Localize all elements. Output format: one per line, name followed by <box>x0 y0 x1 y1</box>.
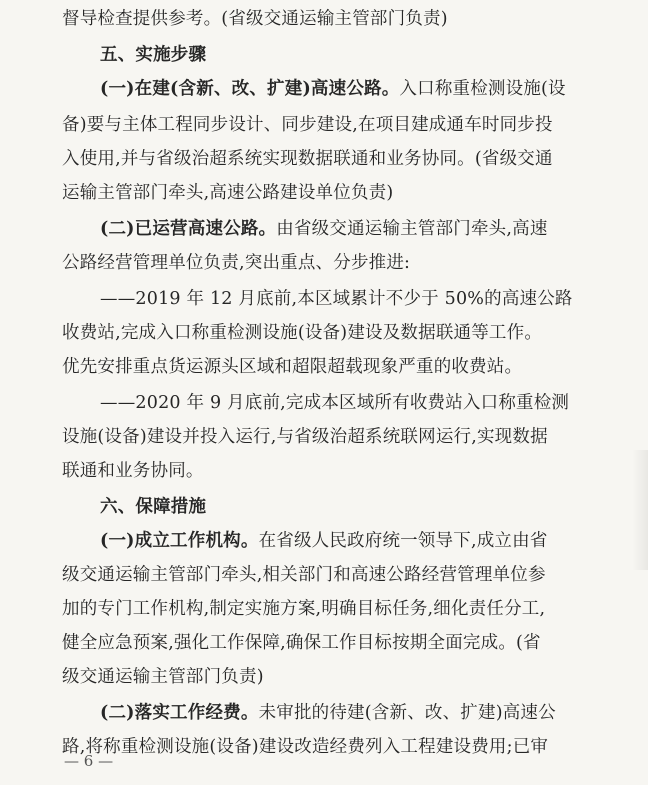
paragraph-line: ——2019 年 12 月底前,本区域累计不少于 50%的高速公路 <box>100 289 573 309</box>
subsection-heading: (一)在建(含新、改、扩建)高速公路。 <box>100 79 400 99</box>
paragraph-line: 设施(设备)建设并投入运行,与省级治超系统联网运行,实现数据 <box>62 427 548 447</box>
section-heading: 六、保障措施 <box>100 497 207 517</box>
subsection-heading: (二)已运营高速公路。 <box>100 219 277 239</box>
paragraph-line: ——2020 年 9 月底前,完成本区域所有收费站入口称重检测 <box>100 393 570 413</box>
paragraph-line: 级交通运输主管部门负责) <box>62 667 264 687</box>
paragraph-line: 健全应急预案,强化工作保障,确保工作目标按期全面完成。(省 <box>62 633 541 653</box>
paragraph-text: 在省级人民政府统一领导下,成立由省 <box>258 531 548 551</box>
paragraph-line: 级交通运输主管部门牵头,相关部门和高速公路经营管理单位参 <box>62 565 546 585</box>
paragraph-text: 由省级交通运输主管部门牵头,高速 <box>276 219 548 239</box>
paragraph-line <box>100 78 566 100</box>
paragraph-line <box>100 530 548 552</box>
paragraph-line: 备)要与主体工程同步设计、同步建设,在项目建成通车时同步投 <box>62 115 553 135</box>
paragraph-line: 收费站,完成入口称重检测设施(设备)建设及数据联通等工作。 <box>62 323 543 343</box>
paragraph-line: 运输主管部门牵头,高速公路建设单位负责) <box>62 183 394 203</box>
paragraph-line: 优先安排重点货运源头区域和超限超载现象严重的收费站。 <box>62 357 523 377</box>
paragraph-text: 未审批的待建(含新、改、扩建)高速公 <box>258 703 556 723</box>
paragraph-line: 联通和业务协同。 <box>62 461 204 481</box>
paragraph-line <box>100 218 548 240</box>
subsection-heading: (一)成立工作机构。 <box>100 531 259 551</box>
page-edge-shadow <box>632 450 648 570</box>
paragraph-line: 加的专门工作机构,制定实施方案,明确目标任务,细化责任分工, <box>62 599 546 619</box>
subsection-heading: (二)落实工作经费。 <box>100 703 259 723</box>
paragraph-line: 入使用,并与省级治超系统实现数据联通和业务协同。(省级交通 <box>62 149 553 169</box>
paragraph-text: 入口称重检测设施(设 <box>399 79 566 99</box>
paragraph-line: 督导检查提供参考。(省级交通运输主管部门负责) <box>62 9 448 29</box>
paragraph-line: 公路经营管理单位负责,突出重点、分步推进: <box>62 253 411 273</box>
paragraph-line <box>100 702 556 724</box>
paragraph-line: 路,将称重检测设施(设备)建设改造经费列入工程建设费用;已审 <box>62 737 549 757</box>
section-heading: 五、实施步骤 <box>100 45 207 65</box>
page-number: — 6 — <box>64 752 114 770</box>
